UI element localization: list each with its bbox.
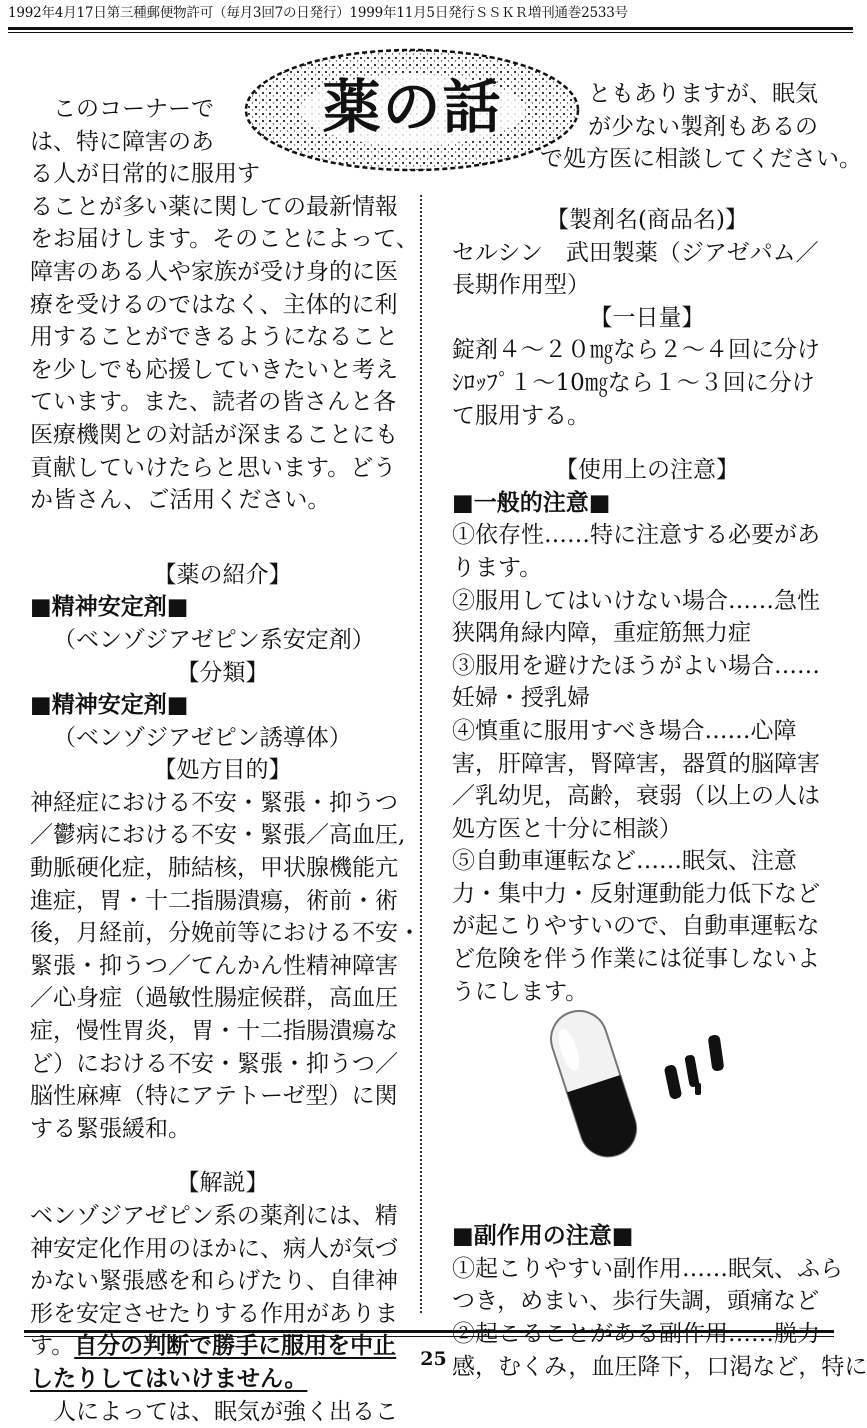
precaution-line: 害，肝障害，腎障害，器質的脳障害 [452,750,820,777]
header-rule [8,27,853,30]
warning-underlined: したりしてはいけません。 [30,1364,308,1392]
warning-underlined: 自分の判断で勝手に服用を中止 [74,1332,397,1360]
footer-rule-thin [24,1336,834,1337]
spacer [452,432,842,454]
classification-name: ■精神安定剤■ [30,691,189,719]
purpose-line: 進症，胃・十二指腸潰瘍，術前・術 [30,887,398,914]
precaution-line: 力・集中力・反射運動能力低下など [452,880,820,907]
precaution-line: ③服用を避けたほうがよい場合…… [452,652,820,679]
column-divider [420,195,422,1313]
precaution-line: ④慎重に服用すべき場合……心障 [452,717,797,744]
intro-line: か皆さん、ご活用ください。 [30,487,331,514]
page-number: 25 [420,1348,447,1370]
spacer [30,517,415,559]
purpose-line: する緊張緩和。 [30,1115,191,1142]
dosage-heading: 【一日量】 [589,304,705,331]
commentary-line: ベンゾジアゼピン系の薬剤には、精 [30,1203,398,1229]
precaution-line: 妊婦・授乳婦 [452,685,590,712]
capsule-icon [525,985,745,1170]
precaution-line: ②服用してはいけない場合……急性 [452,587,820,614]
precaution-line: 処方医と十分に相談） [452,815,682,842]
intro-line: る人が日常的に服用す [30,161,260,188]
commentary-line: 形を安定させたりする作用がありま [30,1300,398,1327]
purpose-line: 神経症における不安・緊張・抑うつ [30,789,398,816]
precaution-line: ど危険を伴う作業には従事しないよ [452,946,820,973]
column-title: 薬の話 [322,73,503,141]
intro-line: 療を受けるのではなく、主体的に利 [30,291,398,318]
precaution-line: ります。 [452,554,543,581]
spacer [30,1145,415,1167]
purpose-line: 後，月経前，分娩前等における不安・ [30,920,421,947]
side-effect-line: 感，むくみ，血圧降下，口渇など，特に [452,1353,867,1380]
purpose-line: ど）における不安・緊張・抑うつ／ [30,1050,398,1077]
header-rule-thin [8,32,853,33]
precautions-heading: 【使用上の注意】 [555,457,739,484]
intro-line: 用することができるようになること [30,324,398,351]
commentary-line: 神安定化作用のほかに、病人が気づ [30,1235,398,1262]
purpose-heading: 【処方目的】 [153,757,292,784]
dosage-line: て服用する。 [452,402,590,429]
continuation-line: で処方医に相談してください。 [540,146,862,173]
right-column-top [540,78,862,176]
product-heading: 【製剤名(商品名)】 [546,207,748,233]
dosage-line: ｼﾛｯﾌﾟ１～10㎎なら１～３回に分け [452,369,815,396]
intro-line: ることが多い薬に関しての最新情報 [30,193,398,220]
product-line: セルシン 武田製薬（ジアゼパム／ [452,239,819,266]
precaution-line: ⑤自動車運転など……眠気、注意 [452,848,797,875]
product-line: 長期作用型） [452,272,590,299]
footer-rule [24,1330,834,1333]
commentary-heading: 【解説】 [176,1170,269,1197]
commentary-line: かない緊張感を和らげたり、自律神 [30,1268,398,1295]
precaution-line: うにします。 [452,978,589,1005]
intro-line: 医療機関との対話が深まることにも [30,421,398,448]
general-precautions-heading: ■一般的注意■ [452,488,611,516]
drug-intro-name: ■精神安定剤■ [30,593,189,621]
precaution-line: ／乳幼児，高齢，衰弱（以上の人は [452,783,820,810]
commentary-prefix: す。 [30,1333,75,1360]
left-column [30,93,421,1428]
intro-line: 貢献していけたらと思います。どう [30,454,397,481]
purpose-line: 症，慢性胃炎，胃・十二指腸潰瘍な [30,1018,398,1045]
side-effect-line: ①起こりやすい副作用……眠気、ふら [452,1255,843,1282]
dosage-line: 錠剤４～２０㎎なら２～４回に分け [452,337,820,364]
precaution-line: 狭隅角緑内障，重症筋無力症 [452,620,751,647]
issue-header: 1992年4月17日第三種郵便物許可（毎月3回7の日発行）1999年11月5日発行ＳＳＫＲ増刊通巻2533号 [8,5,628,21]
purpose-line: 緊張・抑うつ／てんかん性精神障害 [30,952,398,979]
intro-line: ています。また、読者の皆さんと各 [30,389,397,416]
intro-line: 障害のある人や家族が受け身的に医 [30,258,398,285]
commentary-line: 人によっては、眠気が強く出るこ [53,1398,398,1425]
purpose-line: 脳性麻痺（特にアテトーゼ型）に関 [30,1083,398,1110]
purpose-line: ／鬱病における不安・緊張／高血圧, [30,822,406,849]
precaution-line: が起こりやすいので、自動車運転な [452,913,820,940]
intro-line: を少しでも応援していきたいと考え [30,356,398,383]
drug-intro-sub: （ベンゾジアゼピン系安定剤） [53,626,375,653]
intro-line: このコーナーで [53,96,214,122]
right-column [452,204,867,1383]
side-effects-heading: ■副作用の注意■ [452,1222,634,1250]
classification-heading: 【分類】 [176,659,269,686]
purpose-line: ／心身症（過敏性腸症候群，高血圧 [30,985,398,1012]
drug-intro-heading: 【薬の紹介】 [153,561,292,588]
capsule-illustration [525,985,745,1170]
classification-sub: （ベンゾジアゼピン誘導体） [53,724,352,751]
intro-line: をお届けします。そのことによって、 [30,226,419,253]
side-effect-line: ②起こることがある副作用……脱力 [452,1321,820,1348]
continuation-line: が少ない製剤もあるの [588,113,818,140]
precaution-line: ①依存性……特に注意する必要があ [452,522,820,549]
intro-line: は、特に障害のあ [30,128,214,155]
continuation-line: ともありますが、眠気 [588,81,818,107]
side-effect-line: つき，めまい、歩行失調，頭痛など [452,1288,820,1315]
purpose-line: 動脈硬化症，肺結核，甲状腺機能亢 [30,855,398,882]
